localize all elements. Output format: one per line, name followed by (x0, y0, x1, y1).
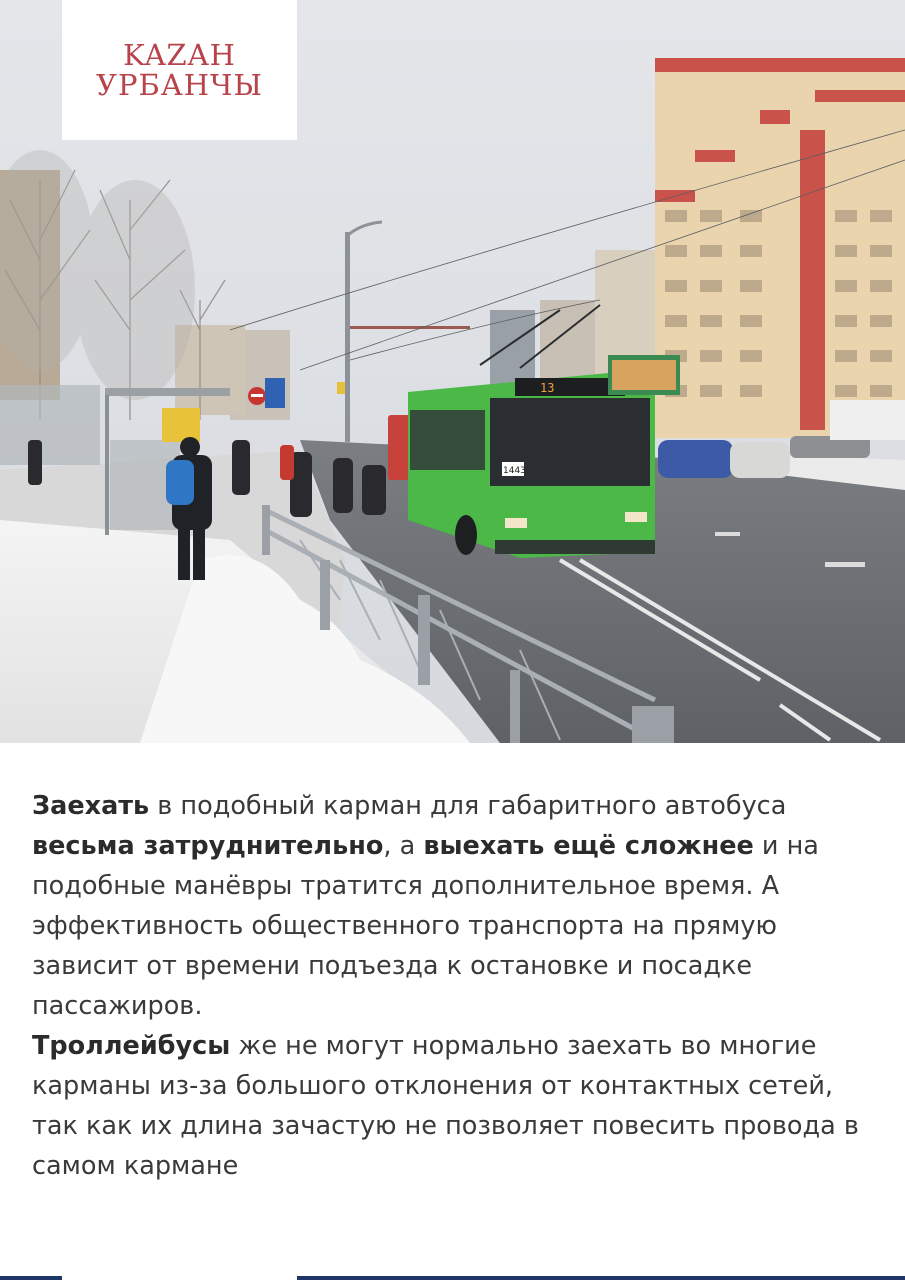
article-text (32, 786, 882, 1186)
bottom-bar-left (0, 1276, 62, 1280)
paragraph-2 (32, 1026, 882, 1186)
text-span: в подобный карман для габаритного автобуса (149, 791, 787, 821)
bus-route-display: 13 (540, 381, 555, 395)
paragraph-1 (32, 786, 882, 1026)
bold-phrase: весьма затруднительно (32, 831, 384, 861)
bottom-bar-right (297, 1276, 905, 1280)
text-span: , а (383, 831, 424, 861)
bold-phrase: Троллейбусы (32, 1031, 231, 1061)
text-span: и на подобные манёвры тратится дополнительное время. А эффективность общественного транспорта на прямую зависит от времени подъезда к остановке и посадке пассажиров. (32, 831, 819, 1021)
text-span: же не могут нормально заехать во многие карманы из-за большого отклонения от контактных сетей, так как их длина зачастую не позволяет повесить провода в самом кармане (32, 1031, 859, 1181)
bold-phrase: Заехать (32, 791, 150, 821)
logo-line-2: УРБАНЧЫ (96, 68, 263, 102)
logo-line-1: KAZAH (123, 38, 236, 72)
bold-phrase: выехать ещё сложнее (423, 831, 754, 861)
brand-logo (62, 0, 297, 140)
bus-number-plate: 1443 (503, 466, 526, 476)
